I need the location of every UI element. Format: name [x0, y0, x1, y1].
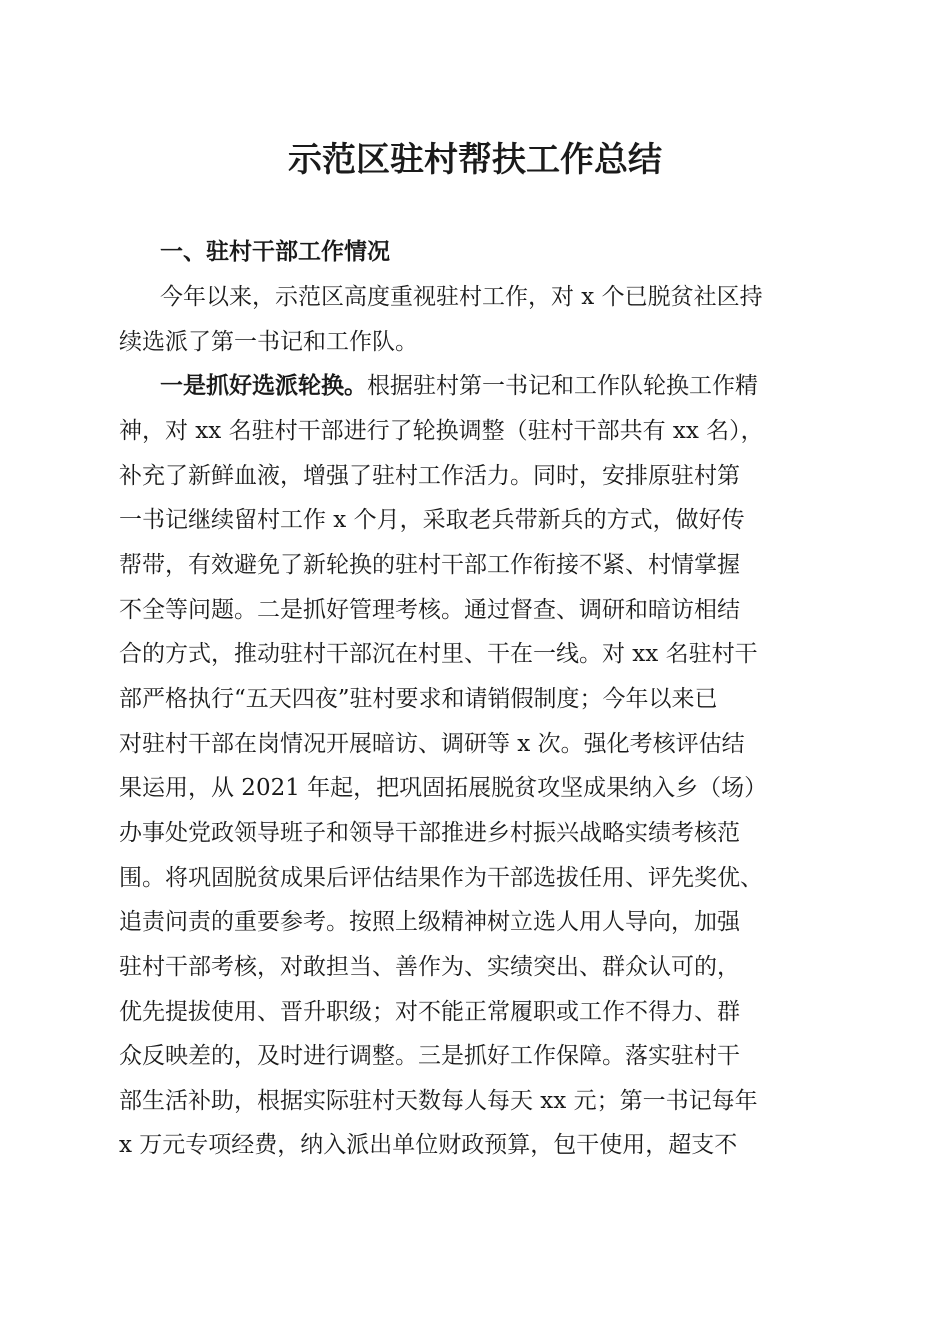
paragraph-lead: 一是抓好选派轮换。: [160, 373, 367, 399]
document-title: 示范区驻村帮扶工作总结: [288, 140, 662, 180]
paragraph-line: 部严格执行“五天四夜”驻村要求和请销假制度；今年以来已: [119, 686, 718, 712]
paragraph-text: 根据驻村第一书记和工作队轮换工作精: [367, 373, 758, 399]
section-heading: 一、驻村干部工作情况: [160, 239, 390, 265]
paragraph-line: 补充了新鲜血液，增强了驻村工作活力。同时，安排原驻村第: [119, 463, 740, 489]
paragraph-line: 不全等问题。二是抓好管理考核。通过督查、调研和暗访相结: [119, 597, 740, 623]
paragraph-line: 办事处党政领导班子和领导干部推进乡村振兴战略实绩考核范: [119, 820, 740, 846]
paragraph-line: 追责问责的重要参考。按照上级精神树立选人用人导向，加强: [119, 909, 740, 935]
paragraph-line: [160, 366, 831, 406]
paragraph-line: 神，对 xx 名驻村干部进行了轮换调整（驻村干部共有 xx 名），: [119, 418, 764, 444]
paragraph-line: 果运用，从 2021 年起，把巩固拓展脱贫攻坚成果纳入乡（场）: [119, 775, 768, 801]
paragraph-line: 驻村干部考核，对敢担当、善作为、实绩突出、群众认可的，: [119, 954, 740, 980]
paragraph-line: 续选派了第一书记和工作队。: [119, 329, 418, 355]
paragraph-line: 今年以来，示范区高度重视驻村工作，对 x 个已脱贫社区持: [160, 284, 763, 310]
paragraph-line: 围。将巩固脱贫成果后评估结果作为干部选拔任用、评先奖优、: [119, 865, 763, 891]
paragraph-line: x 万元专项经费，纳入派出单位财政预算，包干使用，超支不: [119, 1132, 738, 1158]
paragraph-line: 合的方式，推动驻村干部沉在村里、干在一线。对 xx 名驻村干: [119, 641, 758, 667]
paragraph-line: 众反映差的，及时进行调整。三是抓好工作保障。落实驻村干: [119, 1043, 740, 1069]
paragraph-line: 部生活补助，根据实际驻村天数每人每天 xx 元；第一书记每年: [119, 1088, 758, 1114]
paragraph-line: 对驻村干部在岗情况开展暗访、调研等 x 次。强化考核评估结: [119, 731, 745, 757]
paragraph-line: 优先提拔使用、晋升职级；对不能正常履职或工作不得力、群: [119, 999, 740, 1025]
paragraph-line: 帮带，有效避免了新轮换的驻村干部工作衔接不紧、村情掌握: [119, 552, 740, 578]
paragraph-line: 一书记继续留村工作 x 个月，采取老兵带新兵的方式，做好传: [119, 507, 745, 533]
